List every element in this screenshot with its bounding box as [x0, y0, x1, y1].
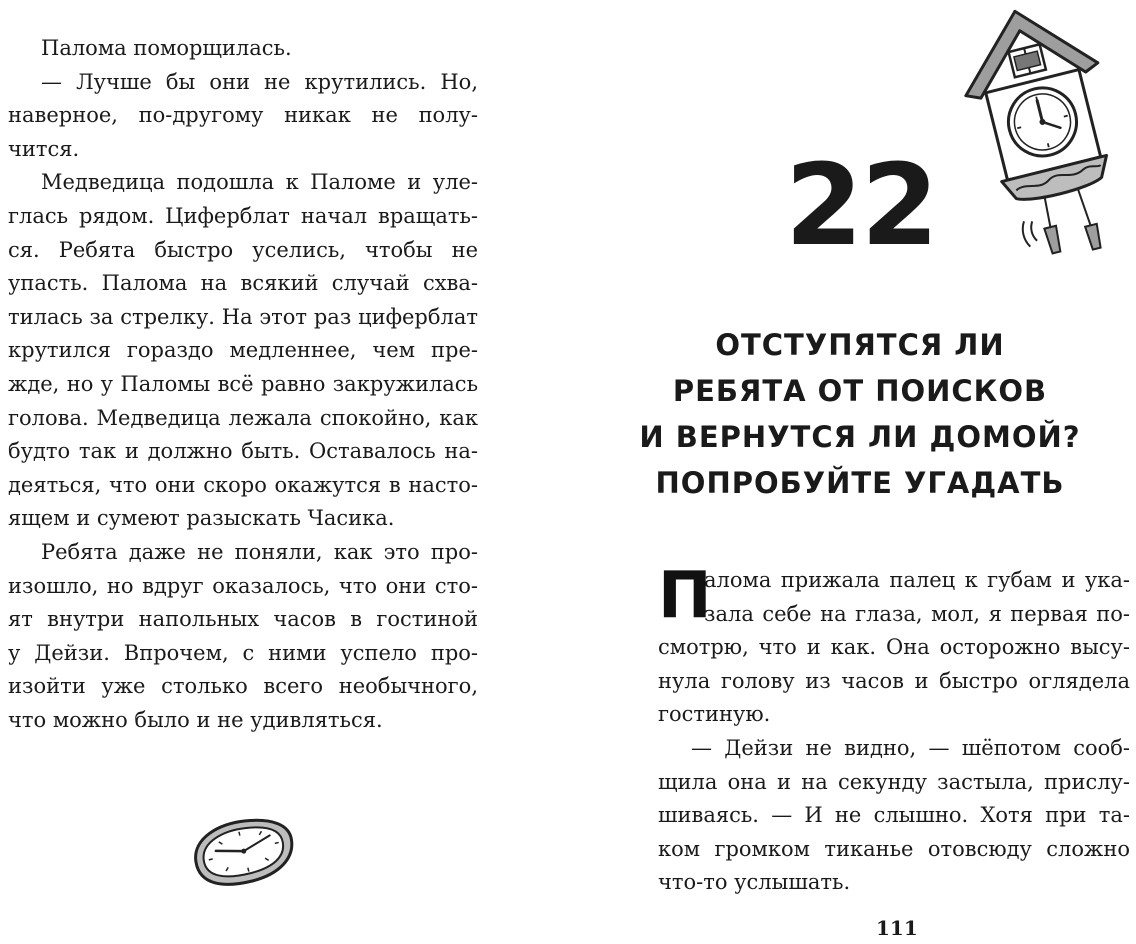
- right-page: [560, 0, 1136, 944]
- text-line: Медведица подошла к Паломе и уле-: [41, 170, 478, 195]
- right-page-text: [658, 559, 1130, 900]
- text-line: алома прижала палец к губам и ука-: [704, 568, 1130, 592]
- text-line: крутился гораздо медленнее, чем пре-: [8, 338, 478, 363]
- text-line: тилась за стрелку. На этот раз циферблат: [8, 304, 478, 329]
- text-line: ящем и сумеют разыскать Часика.: [8, 506, 395, 531]
- left-page: [0, 0, 560, 944]
- chapter-title-line: ОТСТУПЯТСЯ ЛИ: [715, 328, 1005, 362]
- text-line: ят внутри напольных часов в гостиной: [8, 607, 478, 632]
- text-line: нула голову из часов и быстро оглядела: [658, 668, 1130, 693]
- text-line: Палома поморщилась.: [41, 36, 292, 60]
- text-line: изойти уже столько всего необычного,: [8, 674, 478, 699]
- text-line: — Дейзи не видно, — шёпотом сооб-: [691, 735, 1130, 760]
- text-line: гостиную.: [658, 702, 771, 727]
- melting-clock-icon: [186, 800, 302, 896]
- text-line: что-то услышать.: [658, 870, 851, 895]
- text-line: шиваясь. — И не слышно. Хотя при та-: [658, 803, 1130, 828]
- text-line: будто так и должно быть. Оставалось на-: [8, 439, 478, 464]
- text-line: наверное, по-другому никак не полу-: [8, 103, 478, 128]
- text-line: ком громком тиканье отовсюду сложно: [658, 836, 1130, 861]
- chapter-number: 22: [785, 141, 937, 271]
- cuckoo-clock-icon: [952, 0, 1132, 260]
- text-line: у Дейзи. Впрочем, с ними успело про-: [8, 640, 478, 665]
- chapter-title-line: И ВЕРНУТСЯ ЛИ ДОМОЙ?: [639, 420, 1081, 454]
- text-line: зала себе на глаза, мол, я первая по-: [704, 601, 1130, 626]
- text-line: щила она и на секунду застыла, прислу-: [658, 769, 1130, 794]
- chapter-title: [600, 322, 1120, 506]
- text-line: — Лучше бы они не крутились. Но,: [41, 69, 478, 94]
- text-line: чится.: [8, 136, 80, 161]
- text-line: ся. Ребята быстро уселись, чтобы не: [8, 237, 478, 262]
- chapter-title-line: ПОПРОБУЙТЕ УГАДАТЬ: [655, 466, 1065, 500]
- text-line: жде, но у Паломы всё равно закружилась: [8, 371, 478, 396]
- text-line: смотрю, что и как. Она осторожно высу-: [658, 635, 1130, 660]
- text-line: Ребята даже не поняли, как это про-: [41, 539, 478, 564]
- drop-cap: П: [658, 559, 712, 633]
- chapter-title-line: РЕБЯТА ОТ ПОИСКОВ: [672, 374, 1048, 408]
- text-line: изошло, но вдруг оказалось, что они сто-: [8, 573, 478, 598]
- text-line: что можно было и не удивляться.: [8, 707, 383, 732]
- page-number: 111: [876, 916, 918, 940]
- drop-cap-block: [658, 559, 1130, 633]
- text-line: глась рядом. Циферблат начал вращать-: [8, 203, 478, 228]
- text-line: голова. Медведица лежала спокойно, как: [8, 405, 478, 430]
- text-line: деяться, что они скоро окажутся в насто-: [8, 472, 478, 497]
- text-line: упасть. Палома на всякий случай схва-: [8, 271, 478, 296]
- left-page-text: [8, 32, 478, 737]
